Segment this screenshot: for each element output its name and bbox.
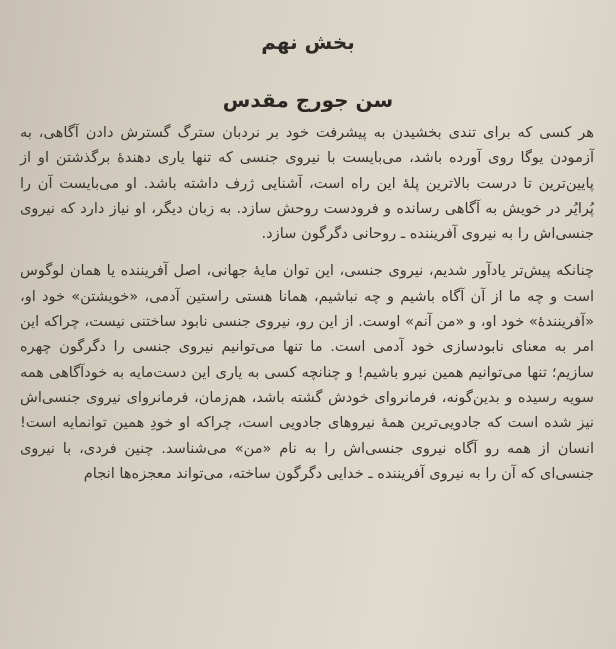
- section-title: سن جورج مقدس: [222, 88, 394, 112]
- paragraph-1: هر کسی که برای تندی بخشیدن به پیشرفت خود بر نردبان سترگ گسترش دادن آگاهی، به آزمودن یوگا روی آورده باشد، می‌بایست با نیروی جنسی که تنها یاری دهندهٔ برگذشتن او از پایین‌ترین تا درست بالاترین پلهٔ این راه است، آشنایی ژرف داشته باشد. او می‌بایست آن را پُرایُر در خویش به آگاهی رسانده و فرودست روحش سازد. به زبان دیگر، او نیاز دارد که نیروی جنسی‌اش را به نیروی آفریننده ـ روحانی دگرگون سازد.: [20, 124, 594, 243]
- body-text: [20, 120, 594, 486]
- paragraph-2: چنانکه پیش‌تر یادآور شدیم، نیروی جنسی، این توان مایهٔ جهانی، اصل آفریننده یا همان لوگوس است و چه ما از آن آگاه باشیم و چه نباشیم، همانا هستی راستین آدمی، «خویشتن» خود او، «آفرینندهٔ» خود او، و «من آنم» اوست. از این رو، نیروی جنسی نابود ساختنی نیست، چراکه این امر به معنای نابودسازی خود آدمی است. ما تنها می‌توانیم نیروی جنسی را دگرگون چهره سازیم؛ تنها می‌توانیم همین نیرو باشیم! و چنانچه کسی به یاری این دست‌مایه به خودآگاهی همه سویه رسیده و بدین‌گونه، فرمانروای خودش گشته باشد، هم‌زمان، فرمانروای نیروی جنسی‌اش نیز شده است که جادویی‌ترین همهٔ نیروهای جادویی است، چراکه او خودِ همین توانمایه است! انسان از همه رو آگاه نیروی جنسی‌اش را به نام «من» می‌شناسد. چنین فردی، با نیروی جنسی‌ای که آن را به نیروی آفریننده ـ خدایی دگرگون ساخته، می‌تواند معجزه‌ها انجام: [20, 262, 594, 482]
- chapter-heading: بخش نهم: [261, 30, 355, 54]
